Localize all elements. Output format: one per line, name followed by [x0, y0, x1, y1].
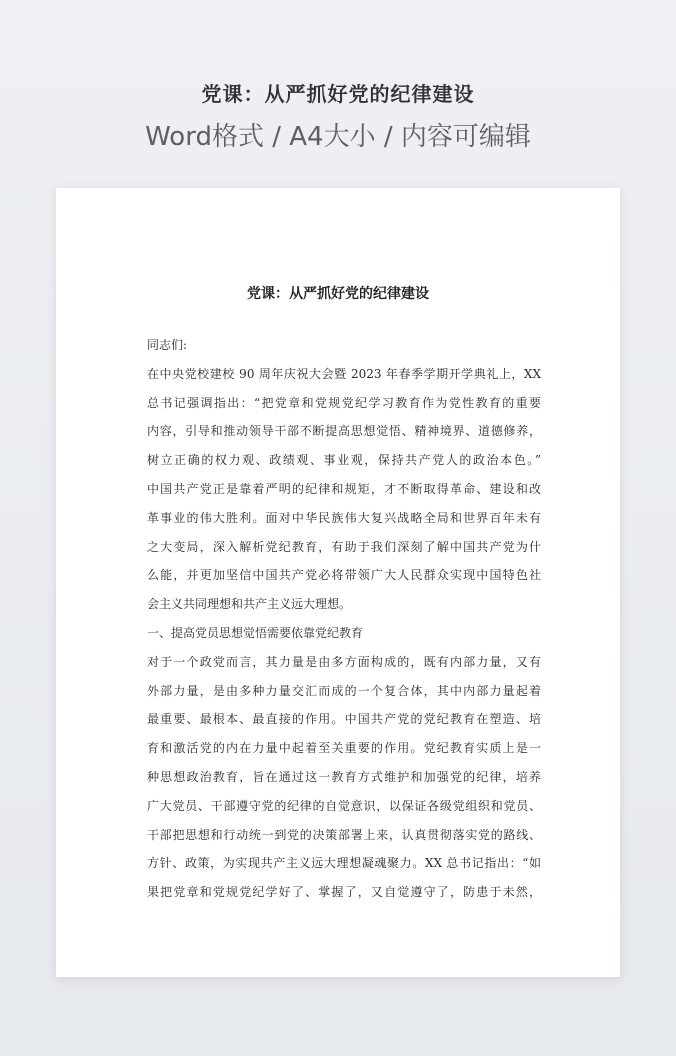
salutation-line: 同志们: — [147, 338, 188, 352]
body-line: 在中央党校建校 90 周年庆祝大会暨 2023 年春季学期开学典礼上，XX — [147, 366, 541, 381]
body-line: 外部力量，是由多种力量交汇而成的一个复合体，其中内部力量起着 — [147, 683, 541, 698]
body-line: 育和激活党的内在力量中起着至关重要的作用。党纪教育实质上是一 — [147, 741, 541, 756]
body-line: 方针、政策，为实现共产主义远大理想凝魂聚力。XX 总书记指出：“如 — [147, 856, 541, 871]
body-line: 内容，引导和推动领导干部不断提高思想觉悟、精神境界、道德修养， — [147, 424, 541, 439]
banner-subtitle: Word格式 / A4大小 / 内容可编辑 — [145, 122, 531, 152]
body-line: 中国共产党正是靠着严明的纪律和规矩，才不断取得革命、建设和改 — [147, 481, 541, 496]
body-line: 干部把思想和行动统一到党的决策部署上来，认真贯彻落实党的路线、 — [147, 827, 541, 842]
body-line: 树立正确的权力观、政绩观、事业观，保持共产党人的政治本色。” — [147, 453, 541, 468]
document-body — [147, 331, 541, 907]
body-line: 种思想政治教育，旨在通过这一教育方式维护和加强党的纪律，培养 — [147, 769, 541, 784]
body-line: 对于一个政党而言，其力量是由多方面构成的，既有内部力量，又有 — [147, 654, 541, 669]
body-line: 总书记强调指出：“把党章和党规党纪学习教育作为党性教育的重要 — [147, 395, 541, 410]
document-page — [56, 188, 620, 977]
body-line: 最重要、最根本、最直接的作用。中国共产党的党纪教育在塑造、培 — [147, 712, 541, 727]
body-line: 么能，并更加坚信中国共产党必将带领广大人民群众实现中国特色社 — [147, 568, 541, 583]
banner-title: 党课：从严抓好党的纪律建设 — [201, 82, 475, 106]
body-line: 之大变局，深入解析党纪教育，有助于我们深刻了解中国共产党为什 — [147, 539, 541, 554]
body-line: 广大党员、干部遵守党的纪律的自觉意识，以保证各级党组织和党员、 — [147, 798, 541, 813]
body-line: 会主义共同理想和共产主义远大理想。 — [147, 597, 352, 612]
body-line: 革事业的伟大胜利。面对中华民族伟大复兴战略全局和世界百年未有 — [147, 510, 541, 525]
body-line: 果把党章和党规党纪学好了、掌握了，又自觉遵守了，防患于未然， — [147, 885, 541, 900]
document-title: 党课：从严抓好党的纪律建设 — [247, 286, 429, 302]
section-heading: 一、提高党员思想觉悟需要依靠党纪教育 — [147, 625, 364, 640]
